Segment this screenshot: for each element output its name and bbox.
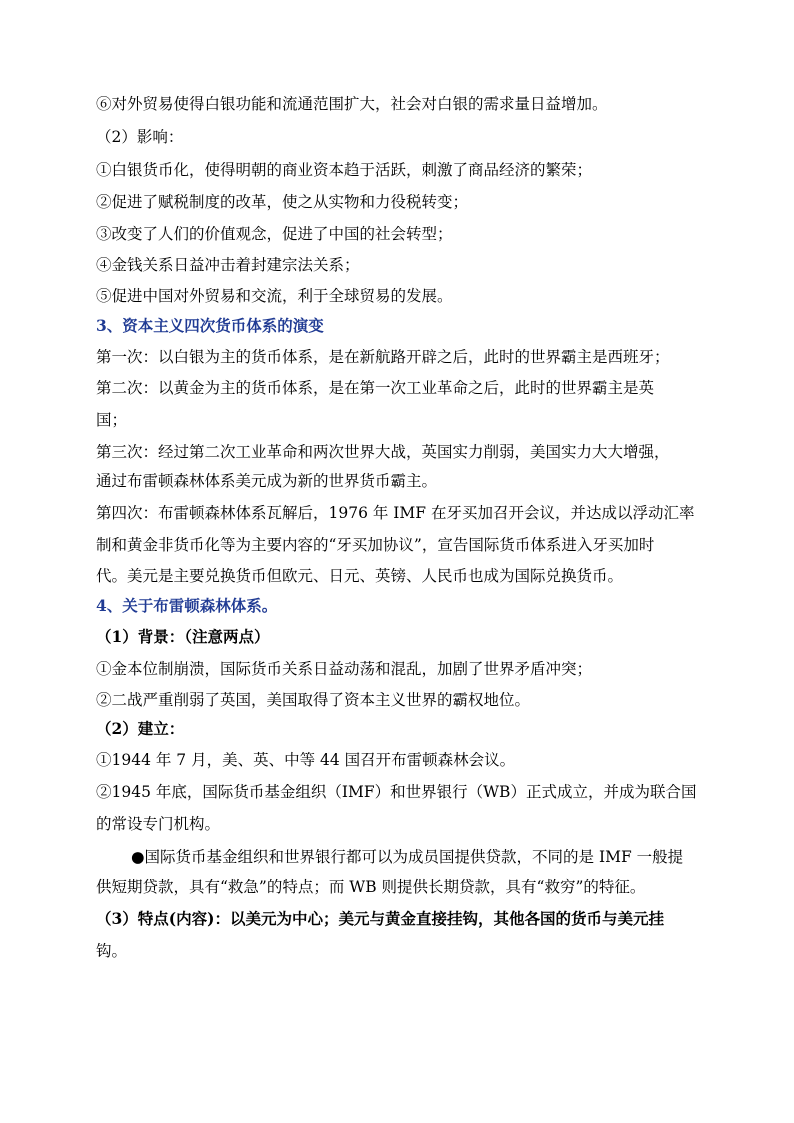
list-item: ①1944 年 7 月，美、英、中等 44 国召开布雷顿森林会议。 xyxy=(96,751,516,769)
text-line: 代。美元是主要兑换货币但欧元、日元、英镑、人民币也成为国际兑换货币。 xyxy=(96,567,624,585)
list-item: ②促进了赋税制度的改革，使之从实物和力役税转变； xyxy=(96,193,469,211)
list-item: ①金本位制崩溃，国际货币关系日益动荡和混乱，加剧了世界矛盾冲突； xyxy=(96,660,593,678)
list-item: ②二战严重削弱了英国，美国取得了资本主义世界的霸权地位。 xyxy=(96,691,531,709)
text-line: 第四次：布雷顿森林体系瓦解后，1976 年 IMF 在牙买加召开会议，并达成以浮动汇率 xyxy=(96,504,695,522)
list-item: ①白银货币化，使得明朝的商业资本趋于活跃，刺激了商品经济的繁荣； xyxy=(96,161,593,179)
text-line: 国； xyxy=(96,411,128,429)
text-line: 钩。 xyxy=(96,942,128,960)
bullet-paragraph: ●国际货币基金组织和世界银行都可以为成员国提供贷款，不同的是 IMF 一般提 xyxy=(131,848,684,866)
subheading-line: （3）特点(内容)：以美元为中心；美元与黄金直接挂钩，其他各国的货币与美元挂 xyxy=(96,909,664,928)
list-item: ④金钱关系日益冲击着封建宗法关系； xyxy=(96,256,360,274)
list-item: ⑤促进中国对外贸易和交流，利于全球贸易的发展。 xyxy=(96,287,453,305)
section-heading: 4、关于布雷顿森林体系。 xyxy=(96,596,278,615)
text-line: 第三次：经过第二次工业革命和两次世界大战，英国实力削弱，美国实力大大增强， xyxy=(96,443,670,461)
list-item: ③改变了人们的价值观念，促进了中国的社会转型； xyxy=(96,225,453,243)
text-line: 第一次：以白银为主的货币体系，是在新航路开辟之后，此时的世界霸主是西班牙； xyxy=(96,348,670,366)
subheading-line: （2）影响： xyxy=(96,128,184,146)
text-line: 通过布雷顿森林体系美元成为新的世界货币霸主。 xyxy=(96,472,438,490)
text-line: ⑥对外贸易使得白银功能和流通范围扩大，社会对白银的需求量日益增加。 xyxy=(96,95,608,113)
text-line: 第二次：以黄金为主的货币体系，是在第一次工业革命之后，此时的世界霸主是英 xyxy=(96,379,655,397)
section-heading: 3、资本主义四次货币体系的演变 xyxy=(96,316,324,335)
text-line: 制和黄金非货币化等为主要内容的“牙买加协议”，宣告国际货币体系进入牙买加时 xyxy=(96,536,655,554)
text-line: 供短期贷款，具有“救急”的特点；而 WB 则提供长期贷款，具有“救穷”的特征。 xyxy=(96,878,646,896)
text-line: 的常设专门机构。 xyxy=(96,815,221,833)
subheading-line: （2）建立： xyxy=(96,719,185,738)
subheading-line: （1）背景：（注意两点） xyxy=(96,627,270,646)
list-item: ②1945 年底，国际货币基金组织（IMF）和世界银行（WB）正式成立，并成为联合国 xyxy=(96,783,697,801)
